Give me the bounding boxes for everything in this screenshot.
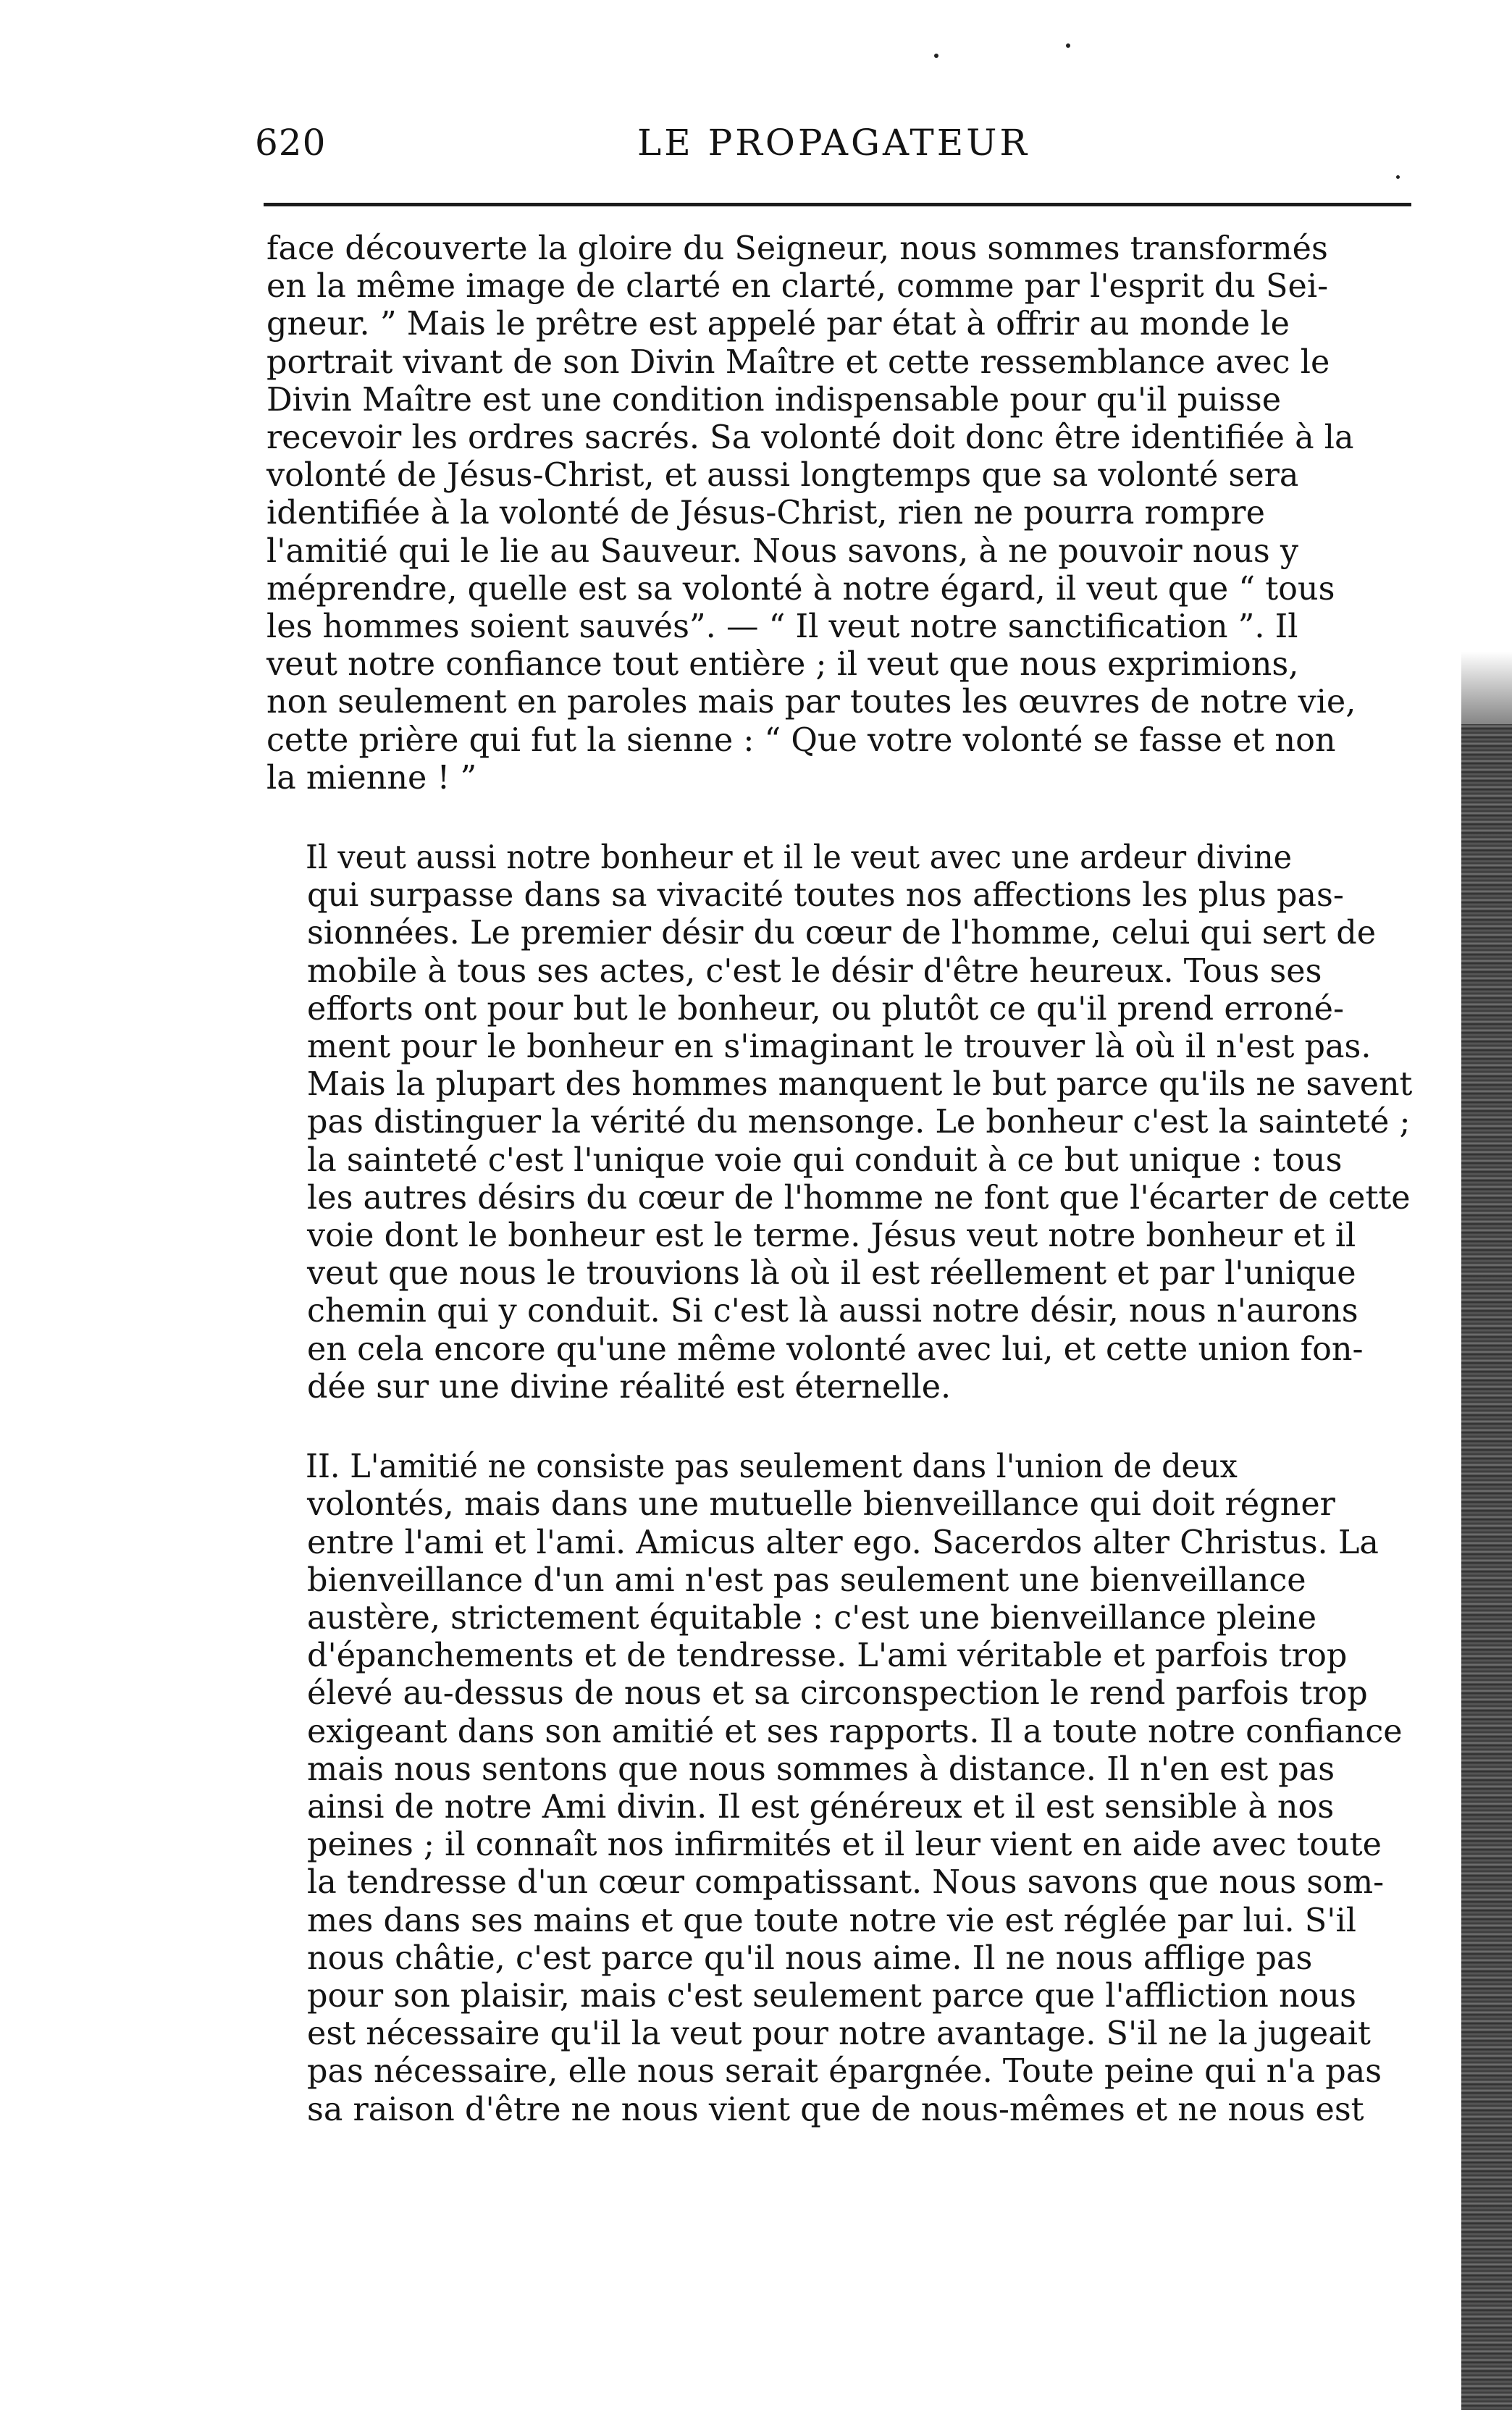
paragraph-1: [266, 230, 1412, 797]
text-line: veut que nous le trouvions là où il est réellement et par l'unique: [307, 1255, 1356, 1293]
text-line: mais nous sentons que nous sommes à distance. Il n'en est pas: [307, 1750, 1335, 1788]
text-line: la mienne ! ”: [266, 759, 477, 797]
text-line: bienveillance d'un ami n'est pas seulement une bienveillance: [307, 1561, 1306, 1599]
text-line: sionnées. Le premier désir du cœur de l'homme, celui qui sert de: [307, 915, 1377, 952]
text-line: exigeant dans son amitié et ses rapports. Il a toute notre confiance: [307, 1713, 1403, 1750]
text-line: pas nécessaire, elle nous serait épargnée. Toute peine qui n'a pas: [307, 2053, 1382, 2091]
text-line: gneur. ” Mais le prêtre est appelé par état à offrir au monde le: [266, 306, 1290, 343]
text-line: pas distinguer la vérité du mensonge. Le bonheur c'est la sainteté ;: [307, 1104, 1411, 1141]
text-line: recevoir les ordres sacrés. Sa volonté doit donc être identifiée à la: [266, 419, 1354, 457]
paragraph-spacer: [266, 797, 1412, 839]
page-edge-shadow: [1461, 724, 1512, 2410]
text-line: efforts ont pour but le bonheur, ou plutôt ce qu'il prend erroné-: [307, 990, 1345, 1028]
ink-speck: [1396, 175, 1400, 179]
ink-speck: [1066, 43, 1070, 48]
text-line: volontés, mais dans une mutuelle bienveillance qui doit régner: [307, 1486, 1335, 1524]
text-line: face découverte la gloire du Seigneur, nous sommes transformés: [266, 230, 1328, 267]
page-number: 620: [255, 122, 327, 164]
text-line: austère, strictement équitable : c'est une bienveillance pleine: [307, 1599, 1317, 1637]
text-line: en cela encore qu'une même volonté avec lui, et cette union fon-: [307, 1330, 1364, 1368]
text-line: pour son plaisir, mais c'est seulement parce que l'affliction nous: [307, 1977, 1356, 2015]
header-rule: [264, 203, 1411, 206]
text-line: qui surpasse dans sa vivacité toutes nos affections les plus pas-: [307, 877, 1344, 915]
text-line: Il veut aussi notre bonheur et il le veut avec une ardeur divine: [306, 839, 1293, 877]
text-line: Mais la plupart des hommes manquent le but parce qu'ils ne savent: [306, 1066, 1413, 1104]
text-line: en la même image de clarté en clarté, comme par l'esprit du Sei-: [266, 268, 1329, 306]
text-line: non seulement en paroles mais par toutes les œuvres de notre vie,: [266, 684, 1356, 721]
text-line: portrait vivant de son Divin Maître et cette ressemblance avec le: [266, 343, 1330, 381]
text-line: chemin qui y conduit. Si c'est là aussi notre désir, nous n'aurons: [307, 1293, 1358, 1330]
text-line: la tendresse d'un cœur compatissant. Nous savons que nous som-: [307, 1864, 1385, 1902]
text-line: élevé au-dessus de nous et sa circonspection le rend parfois trop: [307, 1675, 1368, 1713]
text-line: veut notre confiance tout entière ; il veut que nous exprimions,: [266, 646, 1299, 684]
text-line: II. L'amitié ne consiste pas seulement dans l'union de deux: [306, 1448, 1238, 1486]
text-line: identifiée à la volonté de Jésus-Christ, rien ne pourra rompre: [266, 495, 1265, 532]
text-line: méprendre, quelle est sa volonté à notre égard, il veut que “ tous: [266, 570, 1335, 608]
text-line: peines ; il connaît nos infirmités et il leur vient en aide avec toute: [307, 1826, 1382, 1864]
text-line: est nécessaire qu'il la veut pour notre avantage. S'il ne la jugeait: [307, 2015, 1371, 2053]
text-line: ainsi de notre Ami divin. Il est généreux et il est sensible à nos: [307, 1788, 1335, 1826]
ink-speck: [934, 54, 938, 58]
paragraph-spacer: [266, 1406, 1412, 1448]
text-line: les hommes soient sauvés”. — “ Il veut notre sanctification ”. Il: [266, 608, 1298, 646]
text-line: Divin Maître est une condition indispensable pour qu'il puisse: [266, 381, 1282, 419]
paragraph-2: [266, 839, 1412, 1406]
text-line: d'épanchements et de tendresse. L'ami véritable et parfois trop: [307, 1637, 1348, 1675]
text-line: les autres désirs du cœur de l'homme ne font que l'écarter de cette: [307, 1179, 1411, 1217]
text-line: entre l'ami et l'ami. Amicus alter ego. Sacerdos alter Christus. La: [307, 1524, 1379, 1561]
running-title: LE PROPAGATEUR: [637, 122, 1030, 164]
text-line: l'amitié qui le lie au Sauveur. Nous savons, à ne pouvoir nous y: [266, 532, 1299, 570]
text-line: la sainteté c'est l'unique voie qui conduit à ce but unique : tous: [307, 1141, 1343, 1179]
body-text: [266, 230, 1412, 2129]
text-line: cette prière qui fut la sienne : “ Que votre volonté se fasse et non: [266, 721, 1336, 759]
text-line: dée sur une divine réalité est éternelle.: [307, 1368, 952, 1406]
text-line: ment pour le bonheur en s'imaginant le trouver là où il n'est pas.: [307, 1028, 1372, 1066]
text-line: mobile à tous ses actes, c'est le désir d'être heureux. Tous ses: [307, 952, 1322, 990]
paragraph-3: [266, 1448, 1412, 2129]
text-line: nous châtie, c'est parce qu'il nous aime. Il ne nous afflige pas: [307, 1939, 1313, 1977]
text-line: mes dans ses mains et que toute notre vie est réglée par lui. S'il: [307, 1902, 1356, 1939]
text-line: volonté de Jésus-Christ, et aussi longtemps que sa volonté sera: [266, 457, 1299, 495]
text-line: voie dont le bonheur est le terme. Jésus veut notre bonheur et il: [307, 1217, 1356, 1255]
text-line: sa raison d'être ne nous vient que de nous-mêmes et ne nous est: [307, 2091, 1364, 2128]
